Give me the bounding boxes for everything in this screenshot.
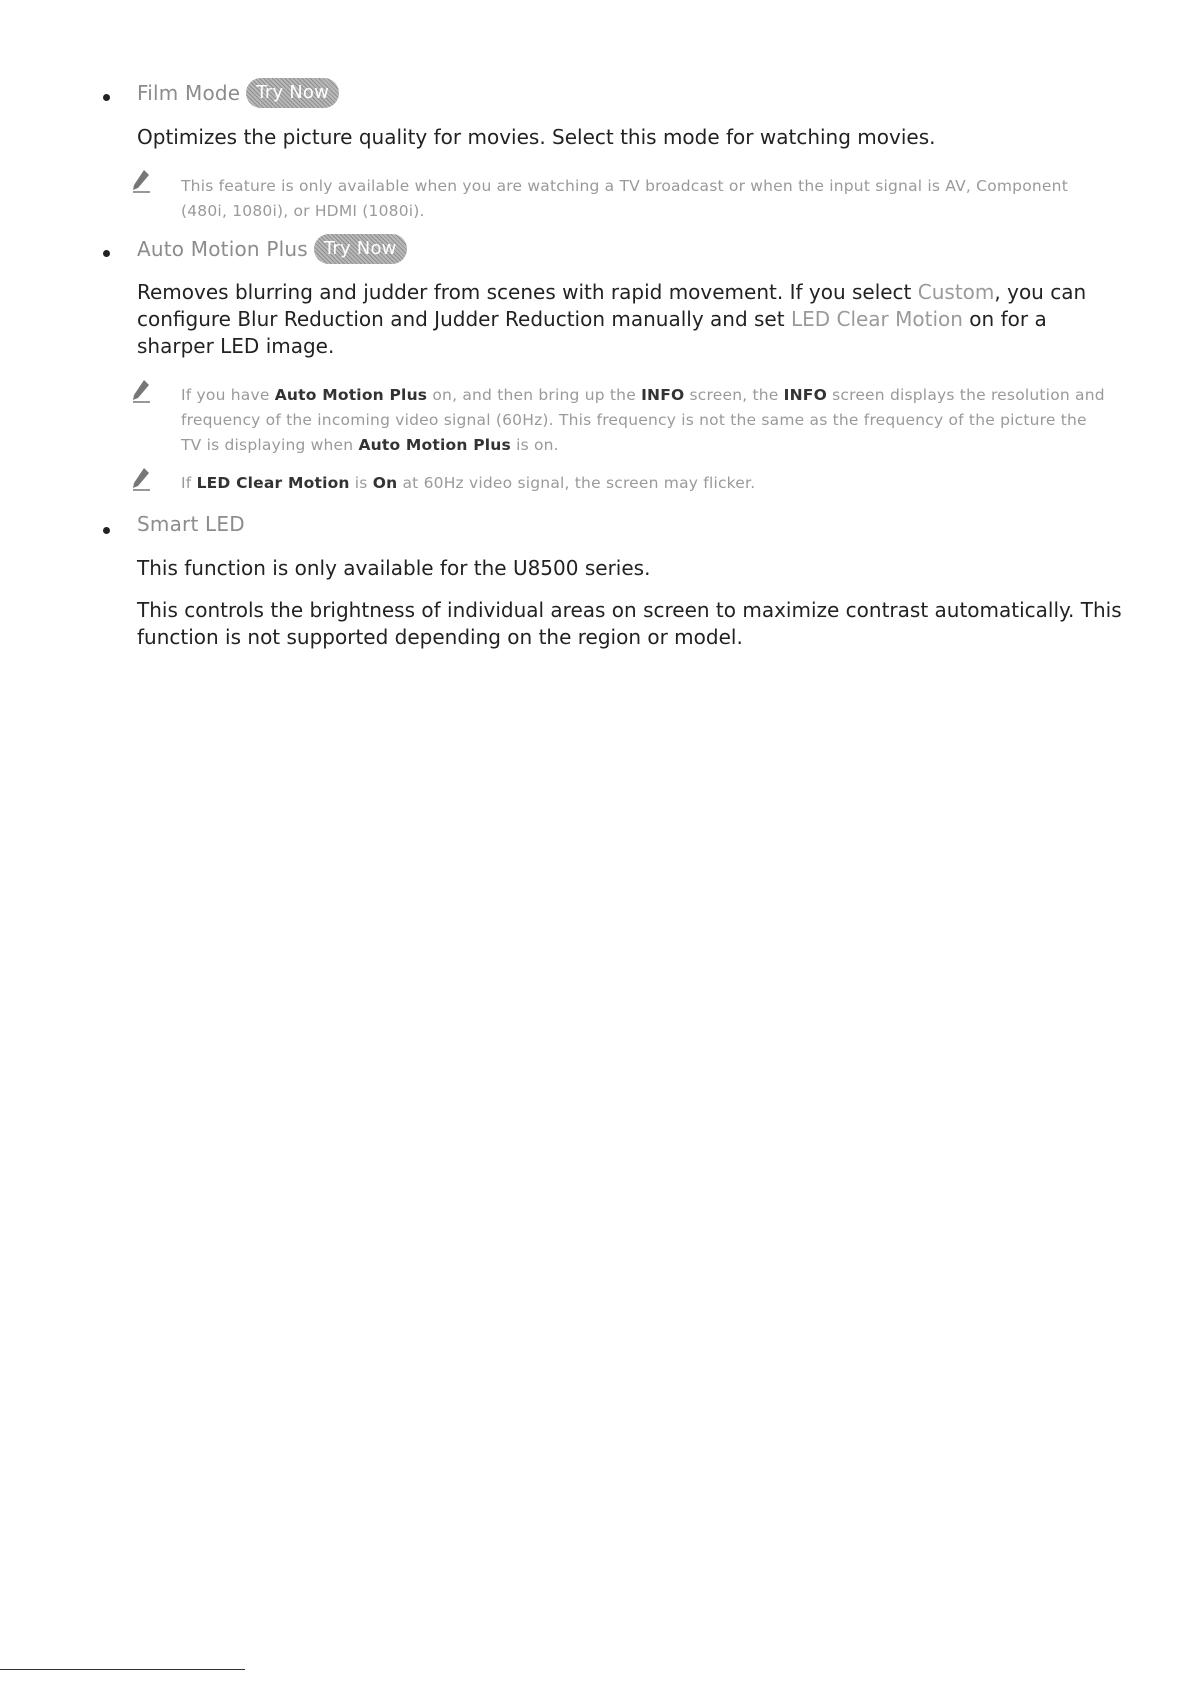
- text: screen, the: [684, 386, 784, 404]
- film-mode-heading[interactable]: [137, 78, 339, 108]
- note-pencil-icon: [130, 168, 152, 194]
- text: INFO: [783, 386, 827, 404]
- note-pencil-icon: [130, 466, 152, 492]
- auto-motion-plus-label: Auto Motion Plus: [137, 237, 308, 261]
- smart-led-label: Smart LED: [137, 512, 245, 536]
- smart-led-description-1: This function is only available for the U8500 series.: [137, 556, 651, 580]
- bullet: [103, 94, 110, 101]
- text: on, and then bring up the: [427, 386, 642, 404]
- film-mode-description: Optimizes the picture quality for movies. Select this mode for watching movies.: [137, 125, 936, 149]
- auto-motion-plus-description: [137, 279, 1122, 360]
- text: is on.: [510, 436, 559, 454]
- try-now-button[interactable]: Try Now: [314, 234, 407, 264]
- smart-led-heading[interactable]: [137, 512, 245, 536]
- text: , you can configure Blur Reduction and Judder Reduction manually and set: [137, 280, 1087, 331]
- text: screen displays the resolution and frequency of the incoming video signal (60Hz). This frequency is not the same as the frequency of the picture the TV is displaying when: [181, 386, 1105, 454]
- text: LED Clear Motion: [196, 474, 350, 492]
- footnote-divider: [0, 1669, 245, 1670]
- film-mode-note: This feature is only available when you are watching a TV broadcast or when the input signal is AV, Component (480i, 1080i), or HDMI (1080i).: [181, 177, 1068, 220]
- custom-option: Custom: [917, 280, 995, 304]
- led-clear-motion-option: LED Clear Motion: [790, 307, 963, 331]
- text: on for a sharper LED image.: [137, 307, 1047, 358]
- text: If you have: [181, 386, 275, 404]
- bullet: [103, 250, 110, 257]
- auto-motion-plus-note-1: [181, 383, 1106, 458]
- text: Auto Motion Plus: [358, 436, 511, 454]
- note-pencil-icon: [130, 378, 152, 404]
- text: Removes blurring and judder from scenes with rapid movement. If you select: [137, 280, 918, 304]
- text: On: [372, 474, 398, 492]
- text: is: [349, 474, 373, 492]
- bullet: [103, 527, 110, 534]
- auto-motion-plus-heading[interactable]: [137, 234, 407, 264]
- film-mode-label: Film Mode: [137, 81, 241, 105]
- text: INFO: [641, 386, 685, 404]
- text: Auto Motion Plus: [274, 386, 428, 404]
- text: If: [181, 474, 197, 492]
- auto-motion-plus-note-2: [181, 471, 1106, 496]
- try-now-button[interactable]: Try Now: [246, 78, 339, 108]
- text: at 60Hz video signal, the screen may flicker.: [397, 474, 756, 492]
- smart-led-description-2: This controls the brightness of individual areas on screen to maximize contrast automatically. This function is not supported depending on the region or model.: [137, 598, 1122, 649]
